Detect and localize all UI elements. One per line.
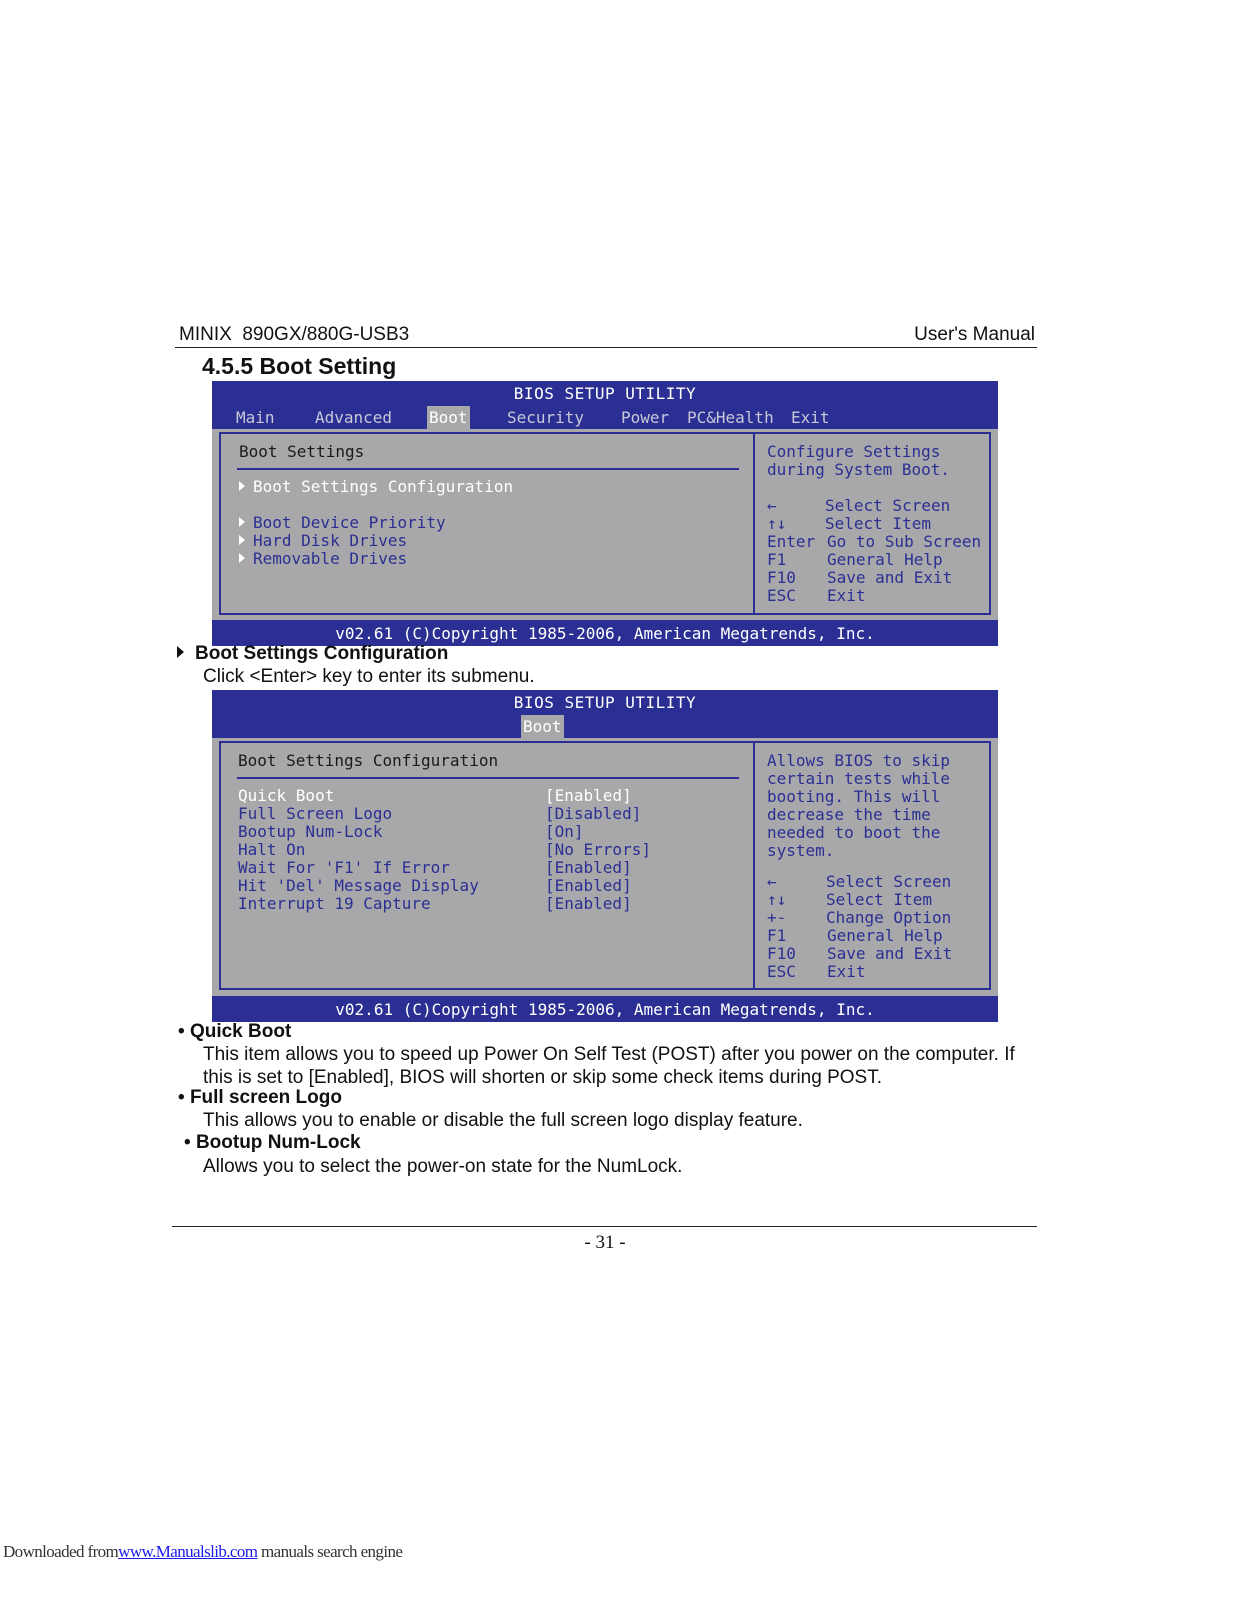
bios-title: BIOS SETUP UTILITY (212, 690, 998, 715)
panel-divider (753, 434, 755, 613)
panel-divider (753, 743, 755, 988)
desc-title-full-screen-logo: • Full screen Logo (178, 1087, 342, 1108)
option-label-hit-del-message[interactable]: Hit 'Del' Message Display (238, 876, 479, 895)
submenu-arrow-icon (239, 481, 245, 491)
desc-text: This allows you to enable or disable the full screen logo display feature. (203, 1110, 803, 1131)
desc-text: This item allows you to speed up Power On Self Test (POST) after you power on the computer. If (203, 1044, 1015, 1065)
key-legend-desc: Exit (827, 962, 866, 981)
key-legend-key: ← (767, 872, 777, 891)
help-line: needed to boot the (767, 823, 941, 842)
bios-menubar (212, 715, 998, 738)
option-label-halt-on[interactable]: Halt On (238, 840, 306, 859)
menu-item-boot-device-priority[interactable]: Boot Device Priority (239, 514, 446, 532)
option-value-halt-on[interactable]: [No Errors] (545, 840, 651, 859)
menu-item-removable-drives[interactable]: Removable Drives (239, 550, 407, 568)
panel-title: Boot Settings Configuration (238, 751, 499, 770)
submenu-arrow-icon (239, 553, 245, 563)
header-divider (175, 347, 1037, 348)
key-legend-desc: Select Item (826, 890, 932, 909)
key-legend-key: ESC (767, 586, 796, 605)
key-legend-key: F1 (767, 550, 787, 569)
option-value-hit-del-message[interactable]: [Enabled] (545, 876, 632, 895)
menu-item-hard-disk-drives[interactable]: Hard Disk Drives (239, 532, 407, 550)
desc-text: this is set to [Enabled], BIOS will shorten or skip some check items during POST. (203, 1067, 882, 1088)
help-line: booting. This will (767, 787, 941, 806)
page-number: - 31 - (584, 1232, 626, 1253)
option-label-wait-for-f1[interactable]: Wait For 'F1' If Error (238, 858, 450, 877)
key-legend-key: F10 (767, 944, 796, 963)
footer-divider (172, 1226, 1037, 1227)
key-legend-key: Enter (767, 532, 816, 551)
bios-copyright-footer: v02.61 (C)Copyright 1985-2006, American Megatrends, Inc. (212, 620, 998, 646)
triangle-bullet-icon (177, 646, 184, 658)
help-line: Allows BIOS to skip (767, 751, 951, 770)
key-legend-key: ↑↓ (767, 514, 787, 533)
key-legend-key: ← (767, 496, 777, 515)
menu-item-boot-settings-configuration[interactable]: Boot Settings Configuration (239, 478, 513, 496)
subsection-text: Click <Enter> key to enter its submenu. (203, 666, 535, 687)
tab-advanced[interactable]: Advanced (315, 408, 393, 427)
key-legend-desc: General Help (827, 926, 943, 945)
desc-title-bootup-num-lock: • Bootup Num-Lock (184, 1132, 361, 1153)
help-line: certain tests while (767, 769, 951, 788)
key-legend-key: F1 (767, 926, 787, 945)
submenu-arrow-icon (239, 517, 245, 527)
tab-main[interactable]: Main (236, 408, 275, 427)
option-value-bootup-num-lock[interactable]: [On] (545, 822, 584, 841)
help-line: system. (767, 841, 835, 860)
key-legend-key: ↑↓ (767, 890, 787, 909)
key-legend-key: +- (767, 908, 787, 927)
desc-text: Allows you to select the power-on state for the NumLock. (203, 1156, 683, 1177)
key-legend-key: ESC (767, 962, 796, 981)
key-legend-desc: Change Option (826, 908, 952, 927)
tab-exit[interactable]: Exit (791, 408, 830, 427)
key-legend-desc: Go to Sub Screen (827, 532, 982, 551)
key-legend-desc: Save and Exit (827, 568, 953, 587)
subsection-title: Boot Settings Configuration (177, 643, 448, 665)
desc-title-quick-boot: • Quick Boot (178, 1021, 292, 1042)
key-legend-desc: Select Screen (826, 872, 952, 891)
option-label-full-screen-logo[interactable]: Full Screen Logo (238, 804, 393, 823)
option-label-bootup-num-lock[interactable]: Bootup Num-Lock (238, 822, 383, 841)
manualslib-link[interactable]: www.Manualslib.com (118, 1542, 258, 1561)
manual-title-header: User's Manual (914, 324, 1035, 345)
key-legend-desc: General Help (827, 550, 943, 569)
tab-power[interactable]: Power (621, 408, 670, 427)
help-line: during System Boot. (767, 460, 951, 479)
option-value-interrupt-19-capture[interactable]: [Enabled] (545, 894, 632, 913)
submenu-arrow-icon (239, 535, 245, 545)
option-label-interrupt-19-capture[interactable]: Interrupt 19 Capture (238, 894, 431, 913)
bios-copyright-footer: v02.61 (C)Copyright 1985-2006, American Megatrends, Inc. (212, 996, 998, 1022)
panel-title-underline (237, 468, 739, 470)
option-value-full-screen-logo[interactable]: [Disabled] (545, 804, 642, 823)
panel-title: Boot Settings (239, 442, 365, 461)
tab-pchealth[interactable]: PC&Health (687, 408, 774, 427)
bios-screen-boot-settings-configuration (212, 690, 998, 1022)
tab-boot[interactable]: Boot (429, 408, 468, 427)
option-label-quick-boot[interactable]: Quick Boot (238, 786, 335, 805)
panel-title-underline (237, 777, 739, 779)
key-legend-desc: Select Item (825, 514, 931, 533)
key-legend-key: F10 (767, 568, 796, 587)
manual-model-header: MINIX 890GX/880G-USB3 (179, 324, 410, 345)
bios-menubar (212, 406, 998, 429)
tab-security[interactable]: Security (507, 408, 585, 427)
option-value-wait-for-f1[interactable]: [Enabled] (545, 858, 632, 877)
key-legend-desc: Select Screen (825, 496, 951, 515)
section-title: 4.5.5 Boot Setting (202, 353, 397, 379)
download-attribution: Downloaded fromwww.Manualslib.com manuals search engine (3, 1542, 403, 1561)
option-value-quick-boot[interactable]: [Enabled] (545, 786, 632, 805)
key-legend-desc: Save and Exit (827, 944, 953, 963)
help-line: Configure Settings (767, 442, 941, 461)
key-legend-desc: Exit (827, 586, 866, 605)
tab-boot[interactable]: Boot (523, 717, 562, 736)
bios-title: BIOS SETUP UTILITY (212, 381, 998, 406)
help-line: decrease the time (767, 805, 931, 824)
bios-screen-boot (212, 381, 998, 646)
